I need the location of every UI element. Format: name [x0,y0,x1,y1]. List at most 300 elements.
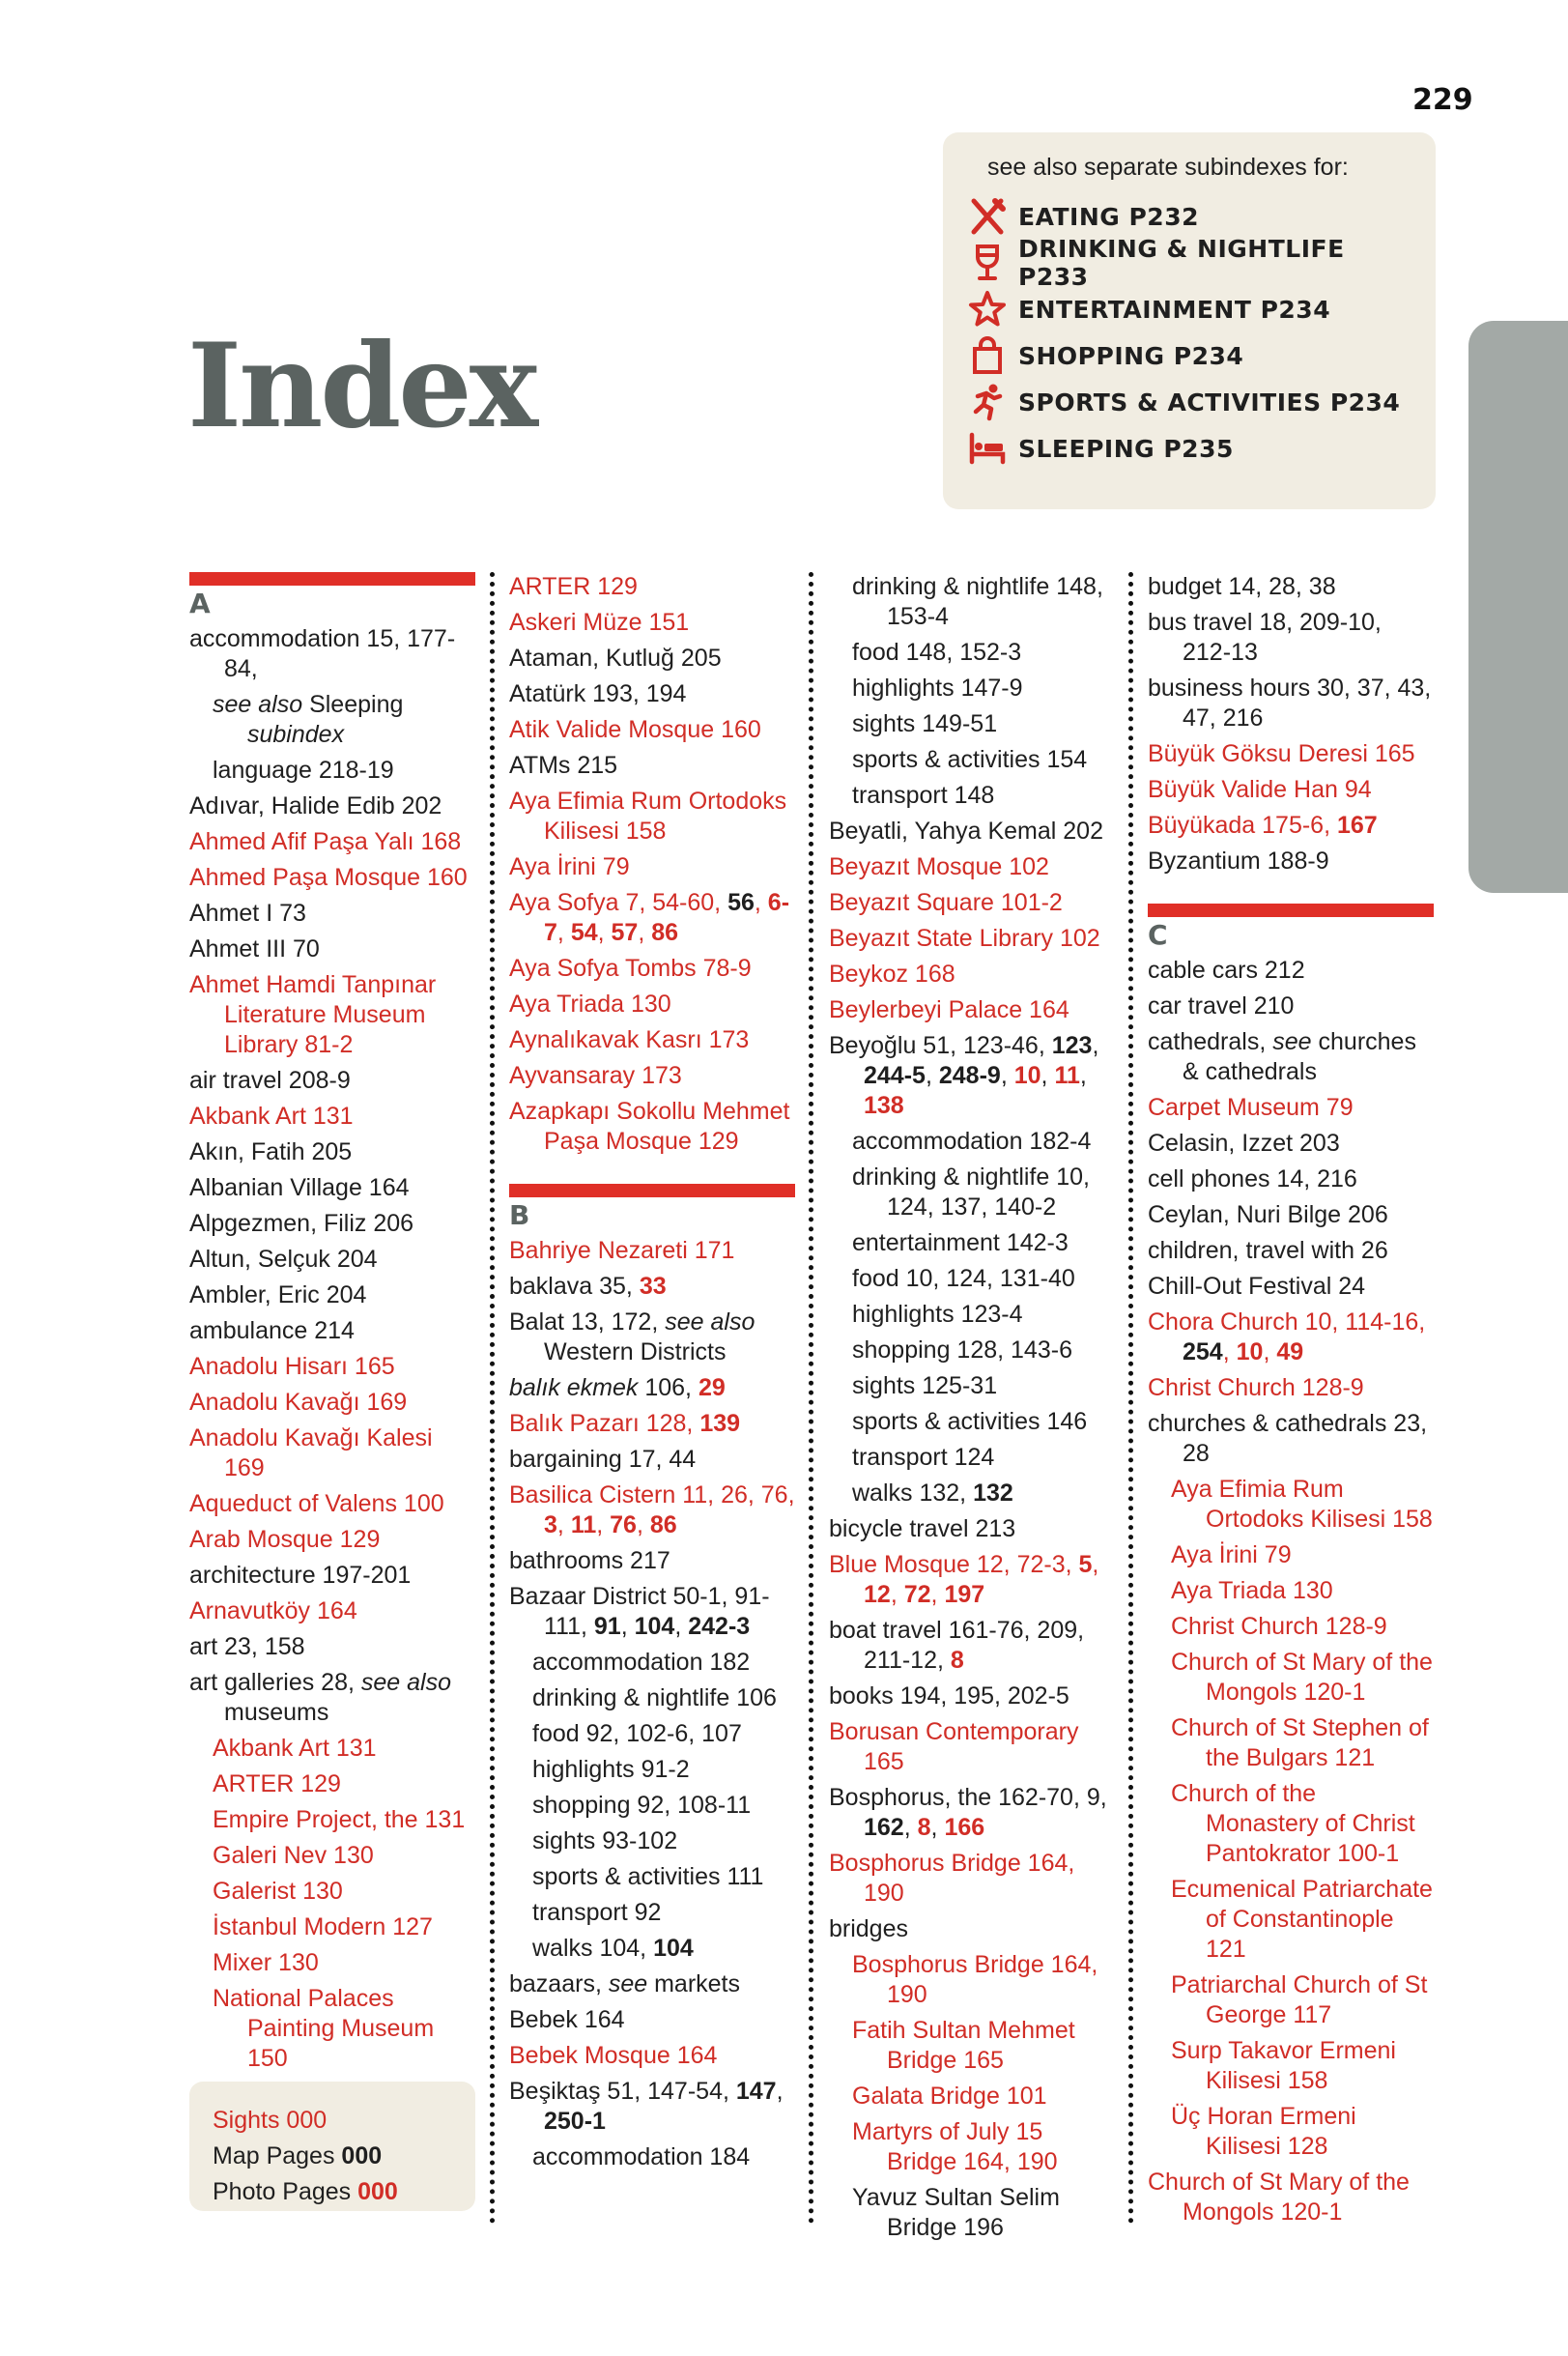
entry-text: highlights 123-4 [852,1301,1023,1328]
letter-heading [189,572,475,618]
index-subentry [189,756,475,786]
index-column-1 [189,572,475,2115]
index-entry [829,960,1115,990]
subindex-sports[interactable] [966,379,1412,425]
entry-text: Adıvar, Halide Edib 202 [189,792,442,819]
entry-text: accommodation 15, 177-84, [189,625,456,682]
index-subentry [1148,1540,1434,1570]
index-entry [509,1272,795,1302]
index-entry [509,1546,795,1576]
entry-text: see also [665,1308,755,1336]
index-entry [1148,956,1434,986]
index-entry [189,970,475,1060]
index-subentry [509,1791,795,1821]
index-entry [189,827,475,857]
page-ref: 104 [634,1613,675,1640]
entry-text: bathrooms 217 [509,1547,670,1574]
index-entry [1148,674,1434,733]
subindex-label: SPORTS & ACTIVITIES P234 [1018,388,1401,417]
subindex-label: EATING P232 [1018,202,1199,231]
entry-text: Bosphorus Bridge 164, 190 [829,1850,1075,1907]
page-ref: 166 [944,1814,985,1841]
index-subentry [1148,1576,1434,1606]
subindex-intro: see also separate subindexes for: [987,154,1349,181]
page-ref: 54 [570,919,598,946]
index-entry [1148,991,1434,1021]
page-ref: 56 [727,889,755,916]
entry-text: Blue Mosque 12, 72-3, [829,1551,1079,1578]
entry-text: Martyrs of July 15 Bridge 164, 190 [852,2118,1058,2175]
index-entry [1148,1409,1434,1469]
legend-box [189,2082,475,2211]
page-ref: 72 [903,1581,931,1608]
letter-heading [1148,904,1434,950]
entry-text: National Palaces Painting Museum 150 [213,1985,435,2072]
entry-text: , [1263,1338,1277,1365]
entry-text: Askeri Müze 151 [509,609,690,636]
entry-text: Balat 13, 172, [509,1308,666,1336]
entry-text: Aya Triada 130 [1171,1577,1333,1604]
legend-photo-label: Photo Pages [213,2178,358,2205]
index-entry [189,1632,475,1662]
index-subentry [829,709,1115,739]
page-ref: 57 [611,919,639,946]
page-title: Index [187,318,536,454]
entry-text: Chill-Out Festival 24 [1148,1273,1366,1300]
index-subentry [509,1683,795,1713]
index-subentry [829,745,1115,775]
entry-text: Ceylan, Nuri Bilge 206 [1148,1201,1388,1228]
index-entry [189,624,475,684]
page-ref: 147 [735,2078,777,2105]
entry-text: , [1079,1062,1087,1089]
entry-text: highlights 91-2 [532,1756,690,1783]
index-entry [189,1137,475,1167]
entry-text: churches & cathedrals [1183,1028,1416,1085]
entry-text: Bosphorus, the 162-70, 9, [829,1784,1107,1811]
index-entry [829,1550,1115,1610]
entry-text: boat travel 161-76, 209, 211-12, [829,1617,1085,1674]
entry-text: bargaining 17, 44 [509,1446,697,1473]
entry-text: Celasin, Izzet 203 [1148,1130,1340,1157]
page-ref: 10 [1013,1062,1041,1089]
index-subentry [1148,1475,1434,1535]
entry-text: Ataman, Kutluğ 205 [509,645,722,672]
index-subentry [509,1648,795,1678]
index-entry [189,1352,475,1382]
index-entry [509,1025,795,1055]
entry-text: bus travel 18, 209-10, 212-13 [1148,609,1382,666]
entry-text: Beyoğlu 51, 123-46, [829,1032,1052,1059]
entry-text: Beşiktaş 51, 147-54, [509,2078,736,2105]
entry-text: Surp Takavor Ermeni Kilisesi 158 [1171,2037,1396,2094]
index-entry [1148,811,1434,841]
index-subentry [829,1300,1115,1330]
entry-text: bridges [829,1915,908,1942]
index-entry [829,1717,1115,1777]
entry-text: Bebek 164 [509,2006,625,2033]
index-subentry [1148,2102,1434,2162]
entry-text: highlights 147-9 [852,675,1023,702]
entry-text: Church of St Mary of the Mongols 120-1 [1148,2169,1410,2226]
index-entry [1148,1373,1434,1403]
subindex-drinking[interactable] [966,235,1412,291]
letter-heading-text: C [1148,919,1168,951]
index-entry [829,924,1115,954]
index-entry [1148,1200,1434,1230]
index-entry [189,1423,475,1483]
index-subentry [829,1163,1115,1222]
entry-text: see [1272,1028,1312,1055]
entry-text: transport 148 [852,782,995,809]
entry-text: see also [360,1669,451,1696]
entry-text: walks 132, [852,1480,974,1507]
index-subentry [1148,1648,1434,1708]
entry-text: see also [213,691,303,718]
entry-text: Aya Triada 130 [509,991,671,1018]
entry-text: Empire Project, the 131 [213,1806,466,1833]
page-ref: 139 [699,1410,741,1437]
subindex-shopping[interactable] [966,332,1412,379]
index-entry [189,1561,475,1591]
subindex-entertainment[interactable] [966,286,1412,332]
entry-text: Büyük Göksu Deresi 165 [1148,740,1415,767]
subindex-label: DRINKING & NIGHTLIFE P233 [1018,235,1345,291]
index-entry [1148,1027,1434,1087]
index-subentry [829,1336,1115,1365]
index-entry [1148,1164,1434,1194]
entry-text: accommodation 182-4 [852,1128,1092,1155]
index-subentry [509,2142,795,2172]
index-subentry [829,2117,1115,2177]
index-entry [509,1969,795,1999]
legend-map-label: Map Pages [213,2142,342,2169]
entry-text: , [776,2078,784,2105]
entry-text: Byzantium 188-9 [1148,848,1329,875]
entry-text: accommodation 182 [532,1649,751,1676]
entry-text: budget 14, 28, 38 [1148,573,1336,600]
entry-text: bazaars, [509,1970,609,1997]
entry-text: , [620,1613,635,1640]
index-entry [509,679,795,709]
legend-sights: Sights 000 [213,2107,328,2134]
column-divider [490,572,495,2225]
entry-text: Ahmet III 70 [189,935,320,963]
entry-text: Üç Horan Ermeni Kilisesi 128 [1171,2103,1356,2160]
page-ref: 250-1 [544,2108,606,2135]
index-entry [509,715,795,745]
entry-text: Ahmet I 73 [189,900,306,927]
page-ref: 254 [1183,1338,1223,1365]
page-ref: 11 [1054,1062,1080,1089]
entry-text: drinking & nightlife 106 [532,1684,777,1711]
entry-text: air travel 208-9 [189,1067,351,1094]
entry-text: sports & activities 154 [852,746,1088,773]
index-entry [1148,1272,1434,1302]
entry-text: transport 92 [532,1899,662,1926]
letter-heading-text: B [509,1199,530,1231]
entry-text: Carpet Museum 79 [1148,1094,1354,1121]
entry-text: , [925,1062,939,1089]
page-ref: 244-5 [864,1062,926,1089]
page-ref: 33 [639,1273,667,1300]
index-column-3 [829,572,1115,2249]
index-entry [189,1066,475,1096]
entry-text: Beykoz 168 [829,961,955,988]
entry-text: churches & cathedrals 23, 28 [1148,1410,1428,1467]
entry-text: , [556,919,571,946]
index-entry [509,1445,795,1475]
page-number: 229 [1412,83,1473,117]
entry-text: Beyatli, Yahya Kemal 202 [829,818,1103,845]
index-entry [509,2077,795,2137]
index-entry [829,1681,1115,1711]
index-subentry [829,572,1115,632]
index-entry [509,1097,795,1157]
entry-text: Aya Efimia Rum Ortodoks Kilisesi 158 [509,788,787,845]
index-entry [189,934,475,964]
page-ref: 11 [570,1511,597,1538]
entry-text: Beylerbeyi Palace 164 [829,996,1069,1023]
entry-text: Atatürk 193, 194 [509,680,687,707]
index-entry [509,1236,795,1266]
entry-text: Aya Sofya Tombs 78-9 [509,955,752,982]
entry-text: ARTER 129 [213,1770,341,1797]
entry-text: , [890,1581,904,1608]
index-entry [509,787,795,847]
entry-text: Bazaar District 50-1, 91-111, [509,1583,770,1640]
index-entry [1148,847,1434,876]
entry-text: food 10, 124, 131-40 [852,1265,1075,1292]
page-ref: 86 [651,919,679,946]
page-ref: 248-9 [938,1062,1001,1089]
index-subentry [829,1127,1115,1157]
entry-text: Yavuz Sultan Selim Bridge 196 [852,2184,1060,2241]
index-entry [189,1596,475,1626]
page-ref: 138 [864,1092,904,1119]
index-entry [1148,572,1434,602]
entry-text: , [556,1511,571,1538]
entry-text: , [930,1814,945,1841]
entry-text: sights 149-51 [852,710,998,737]
entry-text: food 148, 152-3 [852,639,1022,666]
index-entry [1148,1129,1434,1159]
index-subentry [829,2082,1115,2112]
index-entry [829,888,1115,918]
index-entry [829,1616,1115,1676]
index-subentry [509,1934,795,1964]
entry-text: , [597,919,612,946]
index-entry [189,1209,475,1239]
entry-text: Galeri Nev 130 [213,1842,374,1869]
index-subentry [189,1734,475,1764]
index-subentry [829,1950,1115,2010]
entry-text: Mixer 130 [213,1949,319,1976]
index-subentry [1148,1612,1434,1642]
entry-text: Sleeping [302,691,404,718]
index-entry [189,1316,475,1346]
page-ref: 8 [950,1647,964,1674]
entry-text: art 23, 158 [189,1633,305,1660]
index-subentry [829,1407,1115,1437]
index-subentry [829,1479,1115,1508]
index-entry [189,1489,475,1519]
index-entry [829,852,1115,882]
index-entry [1148,1307,1434,1367]
index-entry [509,888,795,948]
index-subentry [1148,1970,1434,2030]
index-entry [189,791,475,821]
entry-text: architecture 197-201 [189,1562,412,1589]
page-ref: 162 [864,1814,904,1841]
entry-text: markets [647,1970,741,1997]
index-entry [189,863,475,893]
entry-text: Christ Church 128-9 [1148,1374,1364,1401]
index-entry [509,1480,795,1540]
page-ref: 132 [973,1480,1013,1507]
index-subentry [509,1755,795,1785]
entry-text: Aya İrini 79 [1171,1541,1292,1568]
entry-text: , [903,1814,918,1841]
entry-text: Aya İrini 79 [509,853,630,880]
index-entry [829,1514,1115,1544]
index-subentry [829,2016,1115,2076]
index-entry [829,817,1115,847]
subindex-box [943,132,1436,509]
index-entry [1148,1093,1434,1123]
entry-text: Arab Mosque 129 [189,1526,381,1553]
index-entry [1148,739,1434,769]
index-entry [509,1409,795,1439]
entry-text: Akın, Fatih 205 [189,1138,353,1165]
entry-text: sights 93-102 [532,1827,678,1854]
index-entry [189,1173,475,1203]
entry-text: Anadolu Kavağı Kalesi 169 [189,1424,433,1481]
index-entry [509,608,795,638]
page-ref: 104 [653,1935,694,1962]
entry-text: ARTER 129 [509,573,638,600]
index-subentry [1148,1779,1434,1869]
index-subentry [509,1719,795,1749]
entry-text: Arnavutköy 164 [189,1597,357,1624]
index-subentry [829,1371,1115,1401]
entry-text: accommodation 184 [532,2143,751,2170]
entry-text: Anadolu Kavağı 169 [189,1389,408,1416]
entry-text: Ecumenical Patriarchate of Constantinople 121 [1171,1876,1433,1963]
entry-text: Ahmed Paşa Mosque 160 [189,864,468,891]
entry-text: food 92, 102-6, 107 [532,1720,742,1747]
index-subentry [829,2183,1115,2243]
entry-text: balık ekmek [509,1374,639,1401]
entry-text: Albanian Village 164 [189,1174,410,1201]
entry-text: Anadolu Hisarı 165 [189,1353,395,1380]
entry-text: cathedrals, [1148,1028,1273,1055]
entry-text: , [1041,1062,1055,1089]
entry-text: drinking & nightlife 148, 153-4 [852,573,1103,630]
entry-text: Beyazıt State Library 102 [829,925,1100,952]
entry-text: shopping 92, 108-11 [532,1792,752,1819]
index-subentry [1148,2036,1434,2096]
index-entry [509,644,795,674]
entry-text: Bebek Mosque 164 [509,2042,718,2069]
entry-text: Galerist 130 [213,1878,343,1905]
drinking-icon [966,242,1009,284]
column-divider [809,572,813,2225]
index-subentry [509,1826,795,1856]
legend-map-pages [213,2139,452,2174]
index-subentry [189,1984,475,2074]
sleeping-bed-icon [966,427,1009,470]
index-entry [509,1307,795,1367]
index-subentry [829,1264,1115,1294]
index-entry [829,1031,1115,1121]
index-entry [509,1582,795,1642]
page-ref: 10 [1236,1338,1264,1365]
entry-text: Beyazıt Square 101-2 [829,889,1063,916]
index-entry [189,1102,475,1132]
entry-text: art galleries 28, [189,1669,361,1696]
subindex-eating[interactable] [966,193,1412,240]
index-subentry [829,1443,1115,1473]
page-ref: 29 [698,1374,726,1401]
index-subentry [509,1898,795,1928]
index-subentry [189,690,475,750]
page-ref: 242-3 [688,1613,751,1640]
entry-text: business hours 30, 37, 43, 47, 216 [1148,675,1432,732]
entry-text: ATMs 215 [509,752,618,779]
index-subentry [829,781,1115,811]
entry-text: , [930,1581,945,1608]
subindex-label: SLEEPING P235 [1018,434,1234,463]
index-subentry [189,1877,475,1907]
index-entry [509,751,795,781]
entry-text: Bosphorus Bridge 164, 190 [852,1951,1098,2008]
entry-text: ambulance 214 [189,1317,355,1344]
entry-text: Church of St Mary of the Mongols 120-1 [1171,1649,1433,1706]
entry-text: , [1092,1551,1099,1578]
entry-text: cable cars 212 [1148,957,1305,984]
index-entry [829,1849,1115,1909]
subindex-sleeping[interactable] [966,425,1412,472]
entry-text: drinking & nightlife 10, 124, 137, 140-2 [852,1164,1090,1221]
entry-text: sports & activities 146 [852,1408,1088,1435]
index-entry [509,2041,795,2071]
index-subentry [509,1862,795,1892]
entry-text: children, travel with 26 [1148,1237,1388,1264]
page-ref: 91 [593,1613,621,1640]
eating-icon [966,195,1009,238]
page-ref: 123 [1051,1032,1093,1059]
entry-text: Aqueduct of Valens 100 [189,1490,444,1517]
legend-photo-pages [213,2174,452,2210]
page-ref: 197 [944,1581,985,1608]
index-entry [1148,2168,1434,2227]
entry-text: shopping 128, 143-6 [852,1336,1072,1364]
entry-text: language 218-19 [213,757,394,784]
entry-text: Fatih Sultan Mehmet Bridge 165 [852,2017,1075,2074]
entry-text: Aynalıkavak Kasrı 173 [509,1026,750,1053]
entry-text: , [1092,1032,1099,1059]
entry-text: Akbank Art 131 [189,1103,354,1130]
entry-text: transport 124 [852,1444,995,1471]
index-subentry [1148,1875,1434,1965]
legend-map-number: 000 [341,2142,383,2169]
entry-text: walks 104, [532,1935,654,1962]
entry-text: Altun, Selçuk 204 [189,1246,378,1273]
index-entry [189,1525,475,1555]
page-ref: 12 [864,1581,891,1608]
index-subentry [1148,1713,1434,1773]
